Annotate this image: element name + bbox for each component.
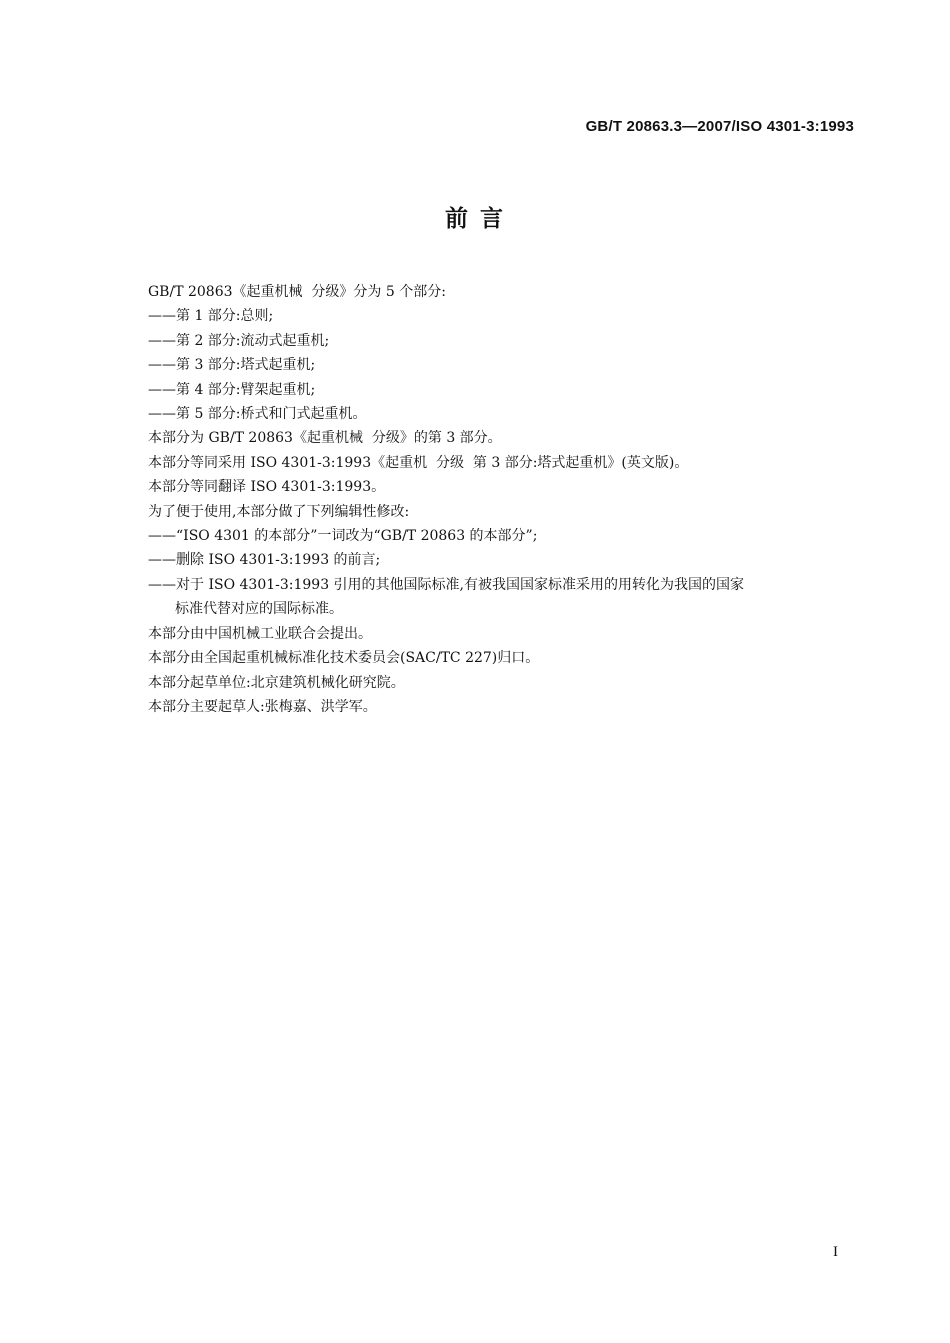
page-title: 前 言 [444,206,505,232]
list-item-edit-2: ——删除 ISO 4301-3:1993 的前言; [148,552,381,569]
paragraph-line: 本部分为 GB/T 20863《起重机械 分级》的第 3 部分。 [148,430,502,447]
document-body [148,280,860,719]
paragraph-line: 本部分起草单位:北京建筑机械化研究院。 [148,674,405,691]
list-item-part-2: ——第 2 部分:流动式起重机; [148,332,330,349]
list-item-edit-3: ——对于 ISO 4301-3:1993 引用的其他国际标准,有被我国国家标准采用的用转化为我国的国家 [148,576,745,593]
list-item-part-4: ——第 4 部分:臂架起重机; [148,381,316,398]
paragraph-line: 本部分由中国机械工业联合会提出。 [148,625,372,642]
paragraph-line: GB/T 20863《起重机械 分级》分为 5 个部分: [148,284,446,300]
list-item-part-3: ——第 3 部分:塔式起重机; [148,357,316,374]
standard-number: GB/T 20863.3—2007/ISO 4301-3:1993 [585,118,854,135]
list-item-edit-1: ——“ISO 4301 的本部分”一词改为“GB/T 20863 的本部分”; [148,528,538,545]
list-item-edit-3-continuation: 标准代替对应的国际标准。 [175,601,343,618]
paragraph-line: 本部分等同翻译 ISO 4301-3:1993。 [148,479,386,496]
paragraph-line: 本部分等同采用 ISO 4301-3:1993《起重机 分级 第 3 部分:塔式起重机》(英文版)。 [148,454,689,471]
list-item-part-5: ——第 5 部分:桥式和门式起重机。 [148,406,367,423]
paragraph-line: 为了便于使用,本部分做了下列编辑性修改: [148,503,410,520]
paragraph-line: 本部分由全国起重机械标准化技术委员会(SAC/TC 227)归口。 [148,650,540,667]
list-item-part-1: ——第 1 部分:总则; [148,308,274,325]
paragraph-line: 本部分主要起草人:张梅嘉、洪学军。 [148,698,377,715]
page-number: I [833,1244,838,1260]
